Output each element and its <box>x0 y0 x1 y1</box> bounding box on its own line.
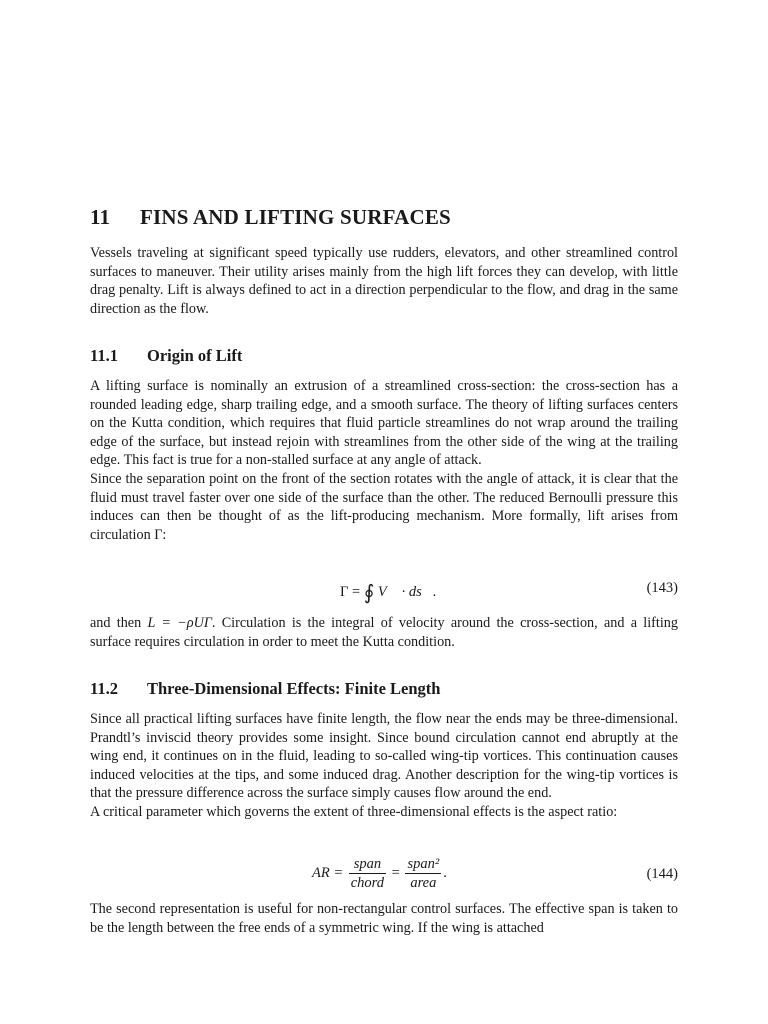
origin-of-lift-paragraph <box>90 377 678 544</box>
subsection-number: 11.1 <box>90 346 118 365</box>
equation-144 <box>90 856 678 896</box>
equation-143 <box>90 580 678 610</box>
equation-number: (143) <box>646 580 678 596</box>
equation-rhs: V⃗ · ds⃗. <box>374 584 437 600</box>
equation-body <box>312 856 447 891</box>
equation-period: . <box>443 864 447 881</box>
contour-integral-symbol: ∮ <box>363 582 375 604</box>
subsection-heading-three-dimensional-effects <box>90 679 440 699</box>
span-squared-over-area-fraction <box>405 856 441 891</box>
fraction-denominator: area <box>410 875 437 891</box>
subsection-title: Three-Dimensional Effects: Finite Length <box>147 679 441 698</box>
subsection-title: Origin of Lift <box>147 346 243 365</box>
circulation-paragraph <box>90 614 678 651</box>
span-over-chord-fraction <box>349 856 386 891</box>
subsection-number: 11.2 <box>90 679 118 698</box>
paragraph-text: A critical parameter which governs the extent of three-dimensional effects is the aspect ratio: <box>90 803 618 820</box>
equation-body <box>340 580 437 605</box>
paragraph-text: A lifting surface is nominally an extrusion of a streamlined cross-section: the cross-section has a rounded leading edge, sharp trailing edge, and a smooth surface. The theory of lifting surfaces centers on the Kutta condition, which requires that fluid particle streamlines do not wrap around the trailing edge of the surface, but instead rejoin with streamlines from the other side of the wing at the trailing edge. This fact is true for a non-stalled surface at any angle of attack. <box>90 378 678 469</box>
paragraph-text: Since all practical lifting surfaces have finite length, the flow near the ends may be three-dimensional. Prandtl’s inviscid theory provides some insight. Since bound circulation cannot end abruptly at the wing end, it continues on in the fluid, leading to so-called wing-tip vortices. This continuation causes induced velocities at the tips, and some induced drag. Another description for the wing-tip vortices is that the pressure difference across the surface simply causes flow around the end. <box>90 711 678 802</box>
aspect-ratio-paragraph <box>90 900 678 937</box>
section-title: FINS AND LIFTING SURFACES <box>140 205 451 229</box>
section-heading <box>90 205 451 230</box>
section-number: 11 <box>90 205 111 229</box>
subsection-heading-origin-of-lift <box>90 346 242 366</box>
equation-number: (144) <box>646 866 678 882</box>
paragraph-text: Since the separation point on the front of the section rotates with the angle of attack, it is clear that the fluid must travel faster over one side of the surface than the other. The reduced Bernoulli pressure this induces can then be thought of as the lift-producing mechanism. More formally, lift arises from circulation Γ: <box>90 470 678 543</box>
fraction-denominator: chord <box>350 875 385 891</box>
equation-lhs: AR = <box>312 864 347 881</box>
fraction-numerator: span² <box>407 856 440 872</box>
intro-paragraph <box>90 244 678 318</box>
paragraph-text: and then <box>90 615 148 631</box>
equation-operator: = <box>388 864 404 881</box>
intro-text: Vessels traveling at significant speed typically use rudders, elevators, and other streamlined control surfaces to maneuver. Their utility arises mainly from the high lift forces they can develop, with little drag penalty. Lift is always defined to act in a direction perpendicular to the flow, and drag in the same direction as the flow. <box>90 245 678 317</box>
lift-formula: L = −ρUΓ <box>147 615 212 631</box>
fraction-numerator: span <box>349 856 386 874</box>
finite-length-paragraph <box>90 710 678 822</box>
paragraph-text: . Circulation is the integral of velocity around the cross-section, and a lifting surface requires circulation in order to meet the Kutta condition. <box>90 615 678 650</box>
paragraph-text: The second representation is useful for non-rectangular control surfaces. The effective span is taken to be the length between the free ends of a symmetric wing. If the wing is attached <box>90 901 678 936</box>
equation-lhs: Γ = <box>340 584 364 600</box>
